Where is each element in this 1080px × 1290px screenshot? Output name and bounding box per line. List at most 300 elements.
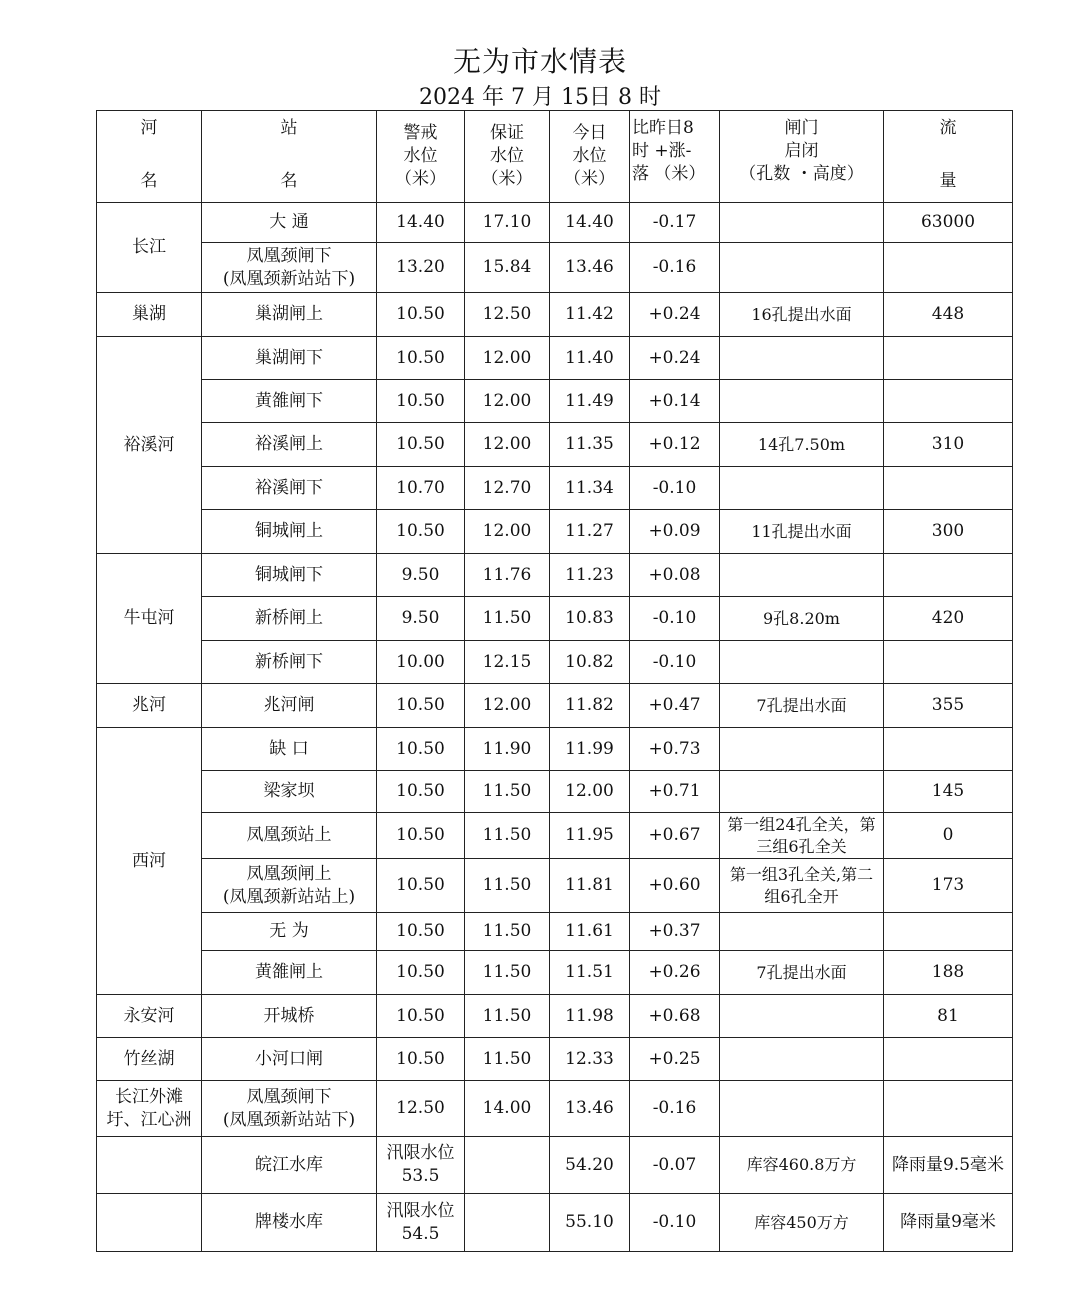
gate-cell [720,995,884,1038]
change-value: -0.16 [652,257,697,278]
water-table [96,110,1013,1252]
warning-cell [377,510,465,554]
river-name-cell [97,203,202,293]
guarantee-cell [465,243,550,293]
station-name: 缺 口 [269,738,309,759]
change-value: -0.16 [652,1098,697,1119]
flow-value: 0 [942,825,954,846]
warning-cell [377,243,465,293]
table-row [97,771,1013,813]
gate-cell [720,243,884,293]
today-cell [550,995,630,1038]
header-row [97,111,1013,203]
guarantee-cell [465,467,550,510]
station-name: 开城桥 [263,1005,315,1026]
today-cell [550,1194,630,1252]
gate-value: 第一组24孔全关 [727,814,844,834]
warning-value-line2: 位53.5 [401,1143,455,1186]
guarantee-cell [465,510,550,554]
header-guarantee: 保证 水位 （米） [465,111,550,203]
warning-value: 汛限水 [386,1143,438,1164]
flow-cell [884,859,1013,913]
station-subname: (凤凰颈新站站上) [222,886,356,907]
table-row [97,1081,1013,1137]
station-name: 皖江水库 [255,1154,323,1175]
station-name: 牌楼水库 [255,1212,323,1233]
change-cell [630,813,720,859]
guarantee-cell [465,1038,550,1081]
gate-cell [720,423,884,467]
station-cell [202,1137,377,1194]
river-name: 永安河 [123,1005,175,1026]
warning-cell [377,1194,465,1252]
warning-cell [377,1081,465,1137]
table-row [97,995,1013,1038]
gate-cell [720,813,884,859]
warning-value: 10.50 [396,875,445,896]
gate-value: 第一组3孔全关, [729,864,842,884]
header-gate: 闸门 启闭 （孔数 ・高度） [720,111,884,203]
guarantee-value: 11.90 [482,738,532,759]
river-name-cell [97,1038,202,1081]
change-value: -0.10 [652,1212,697,1233]
station-name: 大 通 [269,212,309,233]
today-value: 11.42 [565,304,614,325]
table-row [97,1137,1013,1194]
gate-cell [720,337,884,380]
change-value: +0.60 [648,875,701,896]
river-name: 巢湖 [132,304,166,325]
station-cell [202,467,377,510]
flow-cell [884,1081,1013,1137]
gate-cell [720,771,884,813]
change-cell [630,597,720,641]
change-value: +0.12 [648,434,701,455]
table-body [97,203,1013,1252]
warning-cell [377,1137,465,1194]
table-row [97,684,1013,728]
change-cell [630,995,720,1038]
guarantee-value: 11.50 [482,825,532,846]
flow-cell [884,467,1013,510]
today-value: 11.35 [565,434,614,455]
warning-cell [377,1038,465,1081]
today-cell [550,203,630,243]
today-value: 10.82 [565,651,614,672]
guarantee-cell [465,1194,550,1252]
station-name: 梁家坝 [263,781,315,802]
gate-cell [720,203,884,243]
change-cell [630,380,720,423]
warning-value: 10.70 [396,477,445,498]
doc-title: 无为市水情表 [452,45,627,78]
station-name: 黄雒闸上 [255,962,323,983]
today-cell [550,597,630,641]
warning-value: 10.50 [396,347,445,368]
river-name-cell [97,995,202,1038]
station-name: 凤凰颈闸上 [246,863,332,884]
warning-cell [377,684,465,728]
flow-cell [884,510,1013,554]
flow-value: 355 [931,695,965,716]
station-subname: (凤凰颈新站站下) [222,268,356,289]
today-cell [550,641,630,684]
warning-cell [377,467,465,510]
station-cell [202,380,377,423]
table-row [97,423,1013,467]
river-name: 长江外滩圩 [106,1086,183,1130]
gate-cell [720,951,884,995]
warning-value: 10.50 [396,825,445,846]
header-today: 今日 水位 （米） [550,111,630,203]
guarantee-value: 11.50 [482,962,532,983]
today-cell [550,293,630,337]
river-name-line2: 、江心洲 [123,1109,192,1130]
today-value: 11.49 [565,390,614,411]
warning-value: 汛限水 [386,1200,438,1221]
flow-cell [884,728,1013,771]
guarantee-cell [465,203,550,243]
today-cell [550,337,630,380]
guarantee-value: 12.00 [482,521,532,542]
change-value: +0.09 [648,521,701,542]
change-value: +0.67 [648,825,701,846]
gate-cell [720,728,884,771]
flow-cell [884,684,1013,728]
warning-value: 10.00 [396,651,445,672]
change-value: +0.26 [648,962,701,983]
gate-value: 7孔提出水面 [756,962,847,982]
warning-value: 10.50 [396,304,445,325]
guarantee-cell [465,423,550,467]
flow-cell [884,243,1013,293]
change-cell [630,684,720,728]
gate-value: 库容450万方 [754,1212,849,1232]
flow-cell [884,423,1013,467]
change-value: +0.68 [648,1005,701,1026]
flow-cell [884,1137,1013,1194]
station-name: 铜城闸下 [255,564,323,585]
guarantee-cell [465,859,550,913]
guarantee-cell [465,293,550,337]
warning-value: 12.50 [396,1098,445,1119]
warning-cell [377,641,465,684]
station-cell [202,995,377,1038]
warning-value: 14.40 [396,212,445,233]
change-value: +0.24 [648,347,701,368]
header-warning: 警戒 水位 （米） [377,111,465,203]
flow-value: 63000 [920,212,976,233]
river-name-cell [97,293,202,337]
river-name: 西河 [132,850,166,871]
warning-value: 13.20 [396,257,445,278]
change-value: -0.10 [652,651,697,672]
flow-cell [884,951,1013,995]
change-cell [630,467,720,510]
warning-cell [377,293,465,337]
table-row [97,203,1013,243]
station-cell [202,554,377,597]
today-cell [550,554,630,597]
today-cell [550,1081,630,1137]
change-cell [630,510,720,554]
guarantee-cell [465,380,550,423]
warning-value: 10.50 [396,434,445,455]
warning-cell [377,597,465,641]
table-row [97,597,1013,641]
gate-value: 16孔提出水面 [751,304,852,324]
river-name-cell [97,554,202,684]
station-subname: (凤凰颈新站站下) [222,1109,356,1130]
guarantee-cell [465,1137,550,1194]
gate-cell [720,859,884,913]
gate-cell [720,554,884,597]
gate-cell [720,1194,884,1252]
station-name: 兆河闸 [263,695,315,716]
warning-value: 10.50 [396,738,445,759]
flow-cell [884,813,1013,859]
warning-value: 10.50 [396,1005,445,1026]
today-cell [550,510,630,554]
warning-value: 10.50 [396,695,445,716]
flow-cell [884,641,1013,684]
guarantee-cell [465,995,550,1038]
today-value: 11.82 [565,695,614,716]
change-cell [630,913,720,951]
flow-cell [884,1038,1013,1081]
guarantee-cell [465,951,550,995]
warning-value: 10.50 [396,781,445,802]
station-cell [202,423,377,467]
today-cell [550,859,630,913]
today-value: 11.99 [565,738,614,759]
guarantee-value: 12.15 [482,651,532,672]
warning-value: 9.50 [401,608,440,629]
change-cell [630,337,720,380]
station-cell [202,859,377,913]
change-value: +0.24 [648,304,701,325]
station-name: 小河口闸 [255,1048,323,1069]
change-value: +0.37 [648,921,701,942]
today-value: 11.98 [565,1005,614,1026]
gate-value: 14孔7.50m [757,434,846,454]
today-value: 10.83 [565,608,614,629]
warning-cell [377,913,465,951]
flow-cell [884,1194,1013,1252]
change-cell [630,1194,720,1252]
flow-cell [884,597,1013,641]
guarantee-value: 12.50 [482,304,532,325]
guarantee-value: 12.00 [482,390,532,411]
river-name-cell [97,728,202,995]
river-name: 竹丝湖 [123,1048,175,1069]
today-value: 11.34 [565,477,614,498]
today-value: 11.61 [565,921,614,942]
station-cell [202,813,377,859]
station-cell [202,641,377,684]
warning-cell [377,203,465,243]
flow-value: 145 [931,781,965,802]
today-cell [550,913,630,951]
today-cell [550,423,630,467]
river-name-cell [97,1194,202,1252]
change-value: -0.17 [652,212,697,233]
today-cell [550,1038,630,1081]
today-value: 11.27 [565,521,614,542]
change-cell [630,293,720,337]
change-cell [630,951,720,995]
station-cell [202,243,377,293]
gate-cell [720,597,884,641]
warning-cell [377,423,465,467]
guarantee-cell [465,641,550,684]
gate-cell [720,510,884,554]
warning-cell [377,728,465,771]
station-name: 巢湖闸上 [255,304,323,325]
guarantee-cell [465,813,550,859]
river-name: 长江 [132,237,166,258]
table-row [97,554,1013,597]
table-row [97,913,1013,951]
today-value: 11.81 [565,875,614,896]
gate-value: 库容460.8万方 [746,1155,857,1175]
warning-cell [377,337,465,380]
station-name: 裕溪闸上 [255,434,323,455]
today-value: 14.40 [565,212,614,233]
table-row [97,641,1013,684]
table-row [97,1194,1013,1252]
gate-value: 11孔提出水面 [751,521,852,541]
guarantee-cell [465,597,550,641]
warning-cell [377,995,465,1038]
today-value: 12.00 [565,781,614,802]
guarantee-value: 11.50 [482,608,532,629]
guarantee-cell [465,913,550,951]
guarantee-value: 12.70 [482,477,532,498]
guarantee-value: 11.50 [482,781,532,802]
flow-value: 188 [931,962,965,983]
station-cell [202,951,377,995]
gate-cell [720,467,884,510]
change-value: +0.47 [648,695,701,716]
table-row [97,467,1013,510]
warning-value: 10.50 [396,921,445,942]
guarantee-value: 11.76 [482,564,532,585]
warning-value: 10.50 [396,390,445,411]
flow-value: 310 [931,434,965,455]
flow-cell [884,203,1013,243]
river-name: 牛屯河 [123,608,175,629]
warning-cell [377,859,465,913]
station-cell [202,913,377,951]
warning-value: 10.50 [396,521,445,542]
flow-cell [884,913,1013,951]
change-cell [630,243,720,293]
station-name: 裕溪闸下 [255,477,323,498]
change-value: +0.73 [648,738,701,759]
river-name-cell [97,1137,202,1194]
guarantee-value: 17.10 [482,212,532,233]
today-cell [550,684,630,728]
guarantee-value: 11.50 [482,1005,532,1026]
river-name: 裕溪河 [123,434,175,455]
table-row [97,510,1013,554]
gate-value-line2: ，第三组6孔全关 [756,814,876,856]
change-cell [630,554,720,597]
guarantee-value: 11.50 [482,1048,532,1069]
station-cell [202,597,377,641]
gate-value: 9孔8.20m [763,608,840,628]
warning-value: 10.50 [396,1048,445,1069]
today-value: 11.23 [565,564,614,585]
today-cell [550,243,630,293]
guarantee-cell [465,771,550,813]
change-value: +0.25 [648,1048,701,1069]
warning-cell [377,951,465,995]
today-cell [550,1137,630,1194]
station-name: 铜城闸上 [255,521,323,542]
guarantee-value: 12.00 [482,347,532,368]
change-cell [630,1137,720,1194]
doc-date: 2024 年 7 月 15日 8 时 [419,85,661,110]
header-change: 比昨日8 时 +涨- 落 （米） [630,111,720,203]
warning-cell [377,554,465,597]
today-value: 13.46 [565,257,614,278]
guarantee-cell [465,554,550,597]
today-value: 55.10 [565,1212,614,1233]
guarantee-cell [465,1081,550,1137]
today-cell [550,771,630,813]
change-cell [630,423,720,467]
change-value: +0.14 [648,390,701,411]
station-cell [202,337,377,380]
today-cell [550,813,630,859]
change-cell [630,771,720,813]
flow-value: 81 [937,1005,959,1026]
guarantee-cell [465,684,550,728]
station-name: 黄雒闸下 [255,390,323,411]
warning-value: 9.50 [401,564,440,585]
station-name: 凤凰颈闸下 [246,1086,332,1107]
table-row [97,1038,1013,1081]
header-river: 河 名 [97,111,202,203]
today-value: 13.46 [565,1098,614,1119]
station-cell [202,728,377,771]
header-flow: 流 量 [884,111,1013,203]
warning-value-line2: 位54.5 [401,1200,455,1244]
gate-cell [720,293,884,337]
change-value: -0.07 [652,1154,697,1175]
gate-value: 7孔提出水面 [756,695,847,715]
station-name: 新桥闸下 [255,651,323,672]
change-cell [630,641,720,684]
table-row [97,951,1013,995]
station-name: 凤凰颈站上 [246,825,332,846]
guarantee-cell [465,337,550,380]
today-value: 11.51 [565,962,614,983]
today-cell [550,380,630,423]
guarantee-value: 11.50 [482,921,532,942]
gate-value-line2: 第二组6孔全开 [764,864,874,906]
today-value: 54.20 [565,1154,614,1175]
flow-cell [884,337,1013,380]
station-cell [202,203,377,243]
station-cell [202,1081,377,1137]
flow-cell [884,554,1013,597]
station-cell [202,293,377,337]
flow-value: 降雨量9.5毫米 [891,1154,1005,1175]
station-name: 巢湖闸下 [255,347,323,368]
